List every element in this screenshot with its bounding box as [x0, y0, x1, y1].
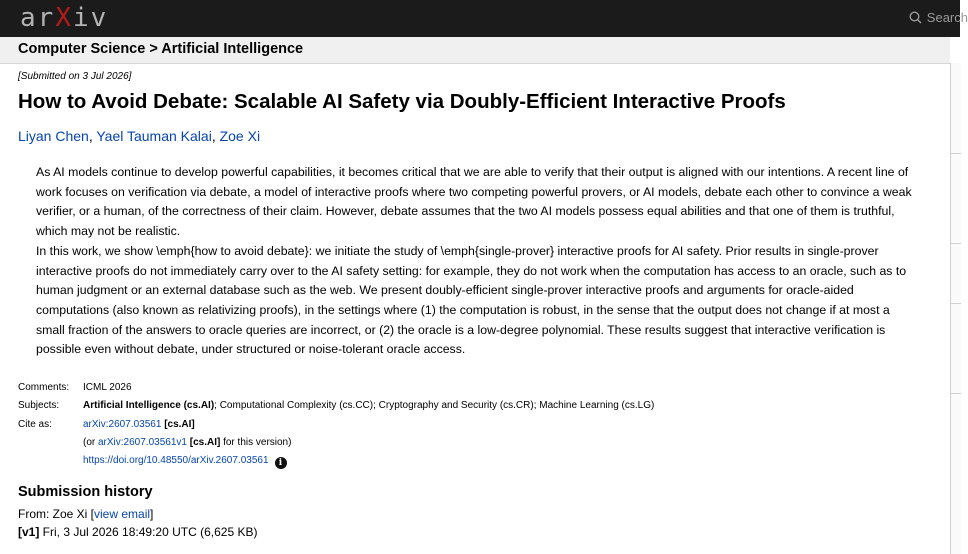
arxiv-id-link[interactable]: arXiv:2607.03561	[83, 418, 162, 430]
version-id-link[interactable]: arXiv:2607.03561v1	[98, 436, 187, 448]
version-entry	[18, 525, 257, 539]
version-value	[83, 436, 654, 454]
doi-row	[18, 454, 654, 472]
sidebar-divider	[951, 303, 961, 304]
logo-suffix: iv	[72, 3, 109, 33]
version-category: [cs.AI]	[189, 436, 221, 448]
comments-label: Comments:	[18, 382, 70, 393]
author-link[interactable]: Zoe Xi	[219, 128, 261, 144]
subjects-value	[83, 399, 654, 417]
version-info: Fri, 3 Jul 2026 18:49:20 UTC (6,625 KB)	[39, 525, 258, 539]
version-row	[18, 436, 654, 454]
right-sidebar	[950, 63, 961, 554]
view-email-link[interactable]: view email	[94, 507, 151, 521]
doi-value	[83, 454, 654, 472]
comments-row	[18, 381, 654, 399]
abstract	[36, 163, 916, 360]
metadata-table	[18, 381, 654, 472]
search-box[interactable]	[909, 6, 968, 28]
sidebar-divider	[951, 393, 961, 394]
search-label: Search	[926, 9, 968, 25]
cite-label: Cite as:	[18, 418, 52, 430]
version-tag[interactable]: [v1]	[18, 525, 40, 539]
logo-x: X	[55, 3, 73, 33]
author-link[interactable]: Liyan Chen	[18, 128, 89, 144]
author-link[interactable]: Yael Tauman Kalai	[96, 128, 212, 144]
breadcrumb-bar	[0, 37, 950, 64]
sidebar-divider	[951, 153, 961, 154]
submitted-date: [Submitted on 3 Jul 2026]	[18, 71, 132, 82]
submission-from	[18, 507, 153, 521]
version-suffix: for this version)	[220, 436, 292, 448]
arxiv-logo[interactable]	[20, 3, 108, 33]
logo-prefix: ar	[20, 3, 56, 33]
primary-subject: Artificial Intelligence (cs.AI)	[83, 400, 215, 412]
search-icon	[909, 11, 922, 24]
info-icon[interactable]: i	[275, 457, 287, 469]
subjects-row	[18, 399, 654, 417]
author-list: Liyan Chen, Yael Tauman Kalai, Zoe Xi	[18, 128, 261, 144]
submission-history-heading: Submission history	[18, 484, 153, 500]
from-suffix: ]	[150, 507, 154, 521]
version-prefix: (or	[83, 436, 98, 448]
doi-link[interactable]: https://doi.org/10.48550/arXiv.2607.03561	[83, 455, 269, 467]
abstract-paragraph: In this work, we show \emph{how to avoid debate}: we initiate the study of \emph{single-prover} interactive proofs for AI safety. Prior results in single-prover interactive proofs do not immediately carry over to the AI safety setting: for example, they do not work when the computation has access to an oracle, such as to human judgment or an external database such as the web. We present doubly-efficient single-prover interactive proofs and arguments for oracle-aided computations (also known as relativizing proofs), in the settings where (1) the computation is robust, in the sense that the output does not change if at most a small fraction of the answers to oracle queries are incorrect, or (2) the oracle is a low-degree polynomial. These results suggest that interactive verification is possible even without debate, under structured or noise-tolerant oracle access.	[36, 243, 907, 357]
top-bar	[0, 0, 968, 37]
cite-category: [cs.AI]	[164, 418, 195, 430]
cite-value	[83, 418, 654, 436]
comments-value: ICML 2026	[83, 382, 132, 393]
cite-row	[18, 418, 654, 436]
from-prefix: From: Zoe Xi [	[18, 507, 95, 521]
subjects-label: Subjects:	[18, 400, 60, 412]
sidebar-divider	[951, 243, 961, 244]
abstract-paragraph: As AI models continue to develop powerful capabilities, it becomes critical that we are able to verify that their output is aligned with our intentions. A recent line of work focuses on verification via debate, a model of interactive proofs where two competing powerful provers, or AI models, debate each other to convince a weak verifier, or a human, of the correctness of their claim. However, debate assumes that the two AI models possess equal abilities and that one of them is truthful, which may not be realistic.	[36, 165, 912, 239]
breadcrumb[interactable]: Computer Science > Artificial Intelligence	[18, 41, 304, 57]
secondary-subjects: ; Computational Complexity (cs.CC); Cryptography and Security (cs.CR); Machine Learning (cs.LG)	[214, 400, 655, 412]
paper-title: How to Avoid Debate: Scalable AI Safety via Doubly-Efficient Interactive Proofs	[18, 90, 786, 113]
